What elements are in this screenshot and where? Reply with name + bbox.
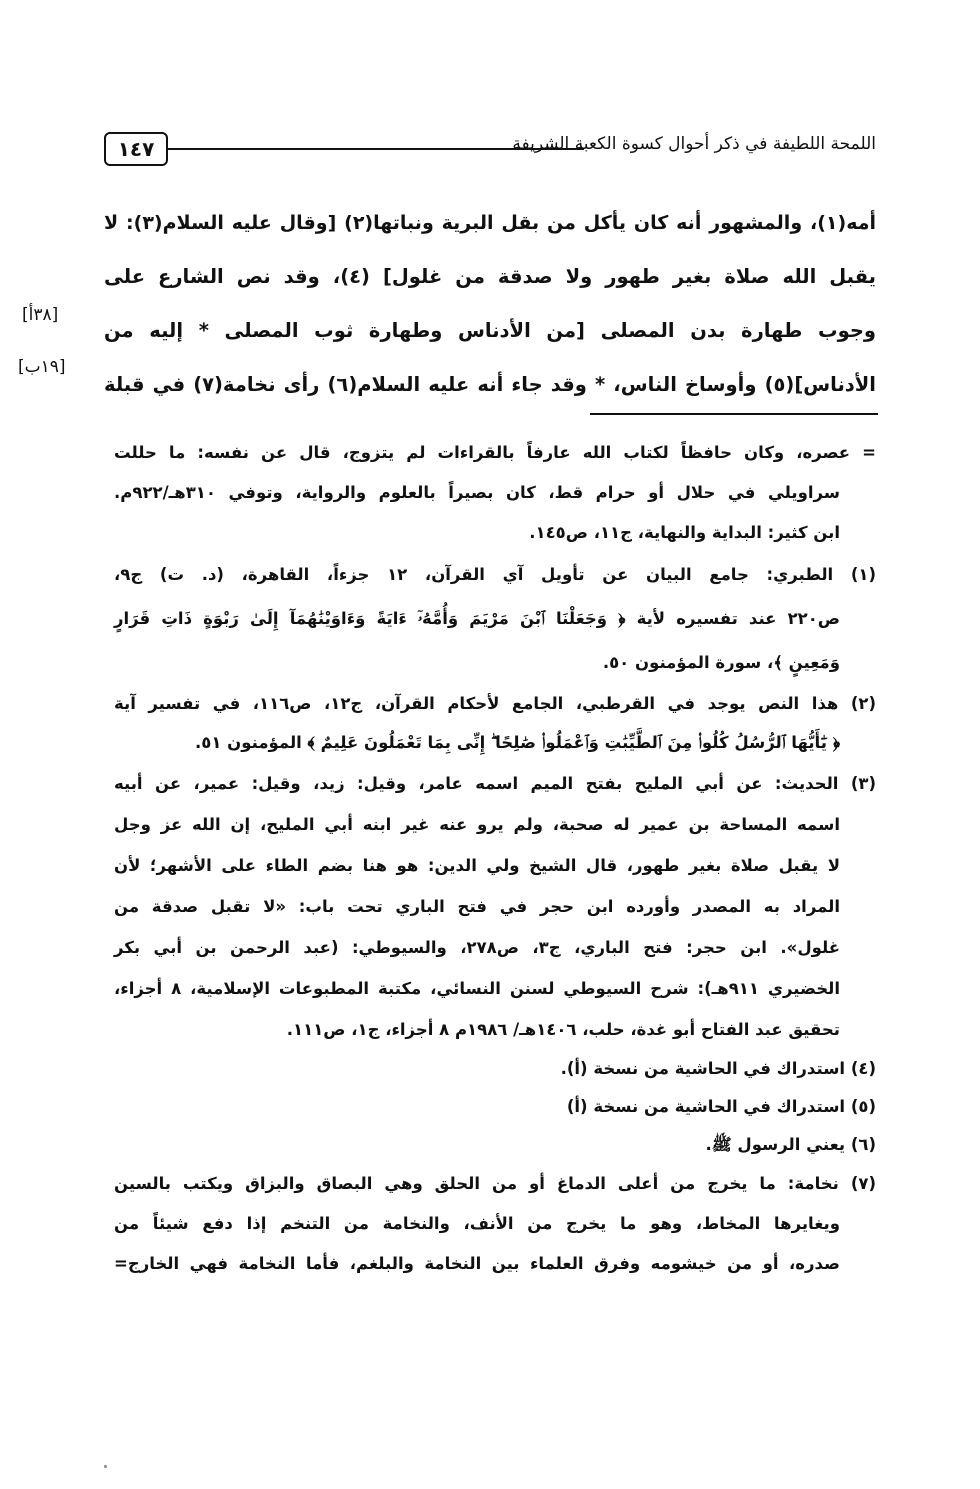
- footnote-line: (٢) هذا النص يوجد في القرطبي، الجامع لأحكام القرآن، ج١٢، ص١١٦، في تفسير آية: [114, 694, 877, 713]
- footnote-line: ص٢٢٠ عند تفسيره لأية ﴿ وَجَعَلْنَا ٱبْنَ مَرْيَمَ وَأُمَّهُۥٓ ءَايَةً وَءَاوَيْنَٰهُمَآ إِلَىٰ رَبْوَةٍ ذَاتِ قَرَارٍ: [114, 609, 840, 628]
- page-number: ١٤٧: [104, 132, 168, 166]
- footnote-line: (٧) نخامة: ما يخرج من أعلى الدماغ أو من الحلق وهي البصاق والبزاق ويكتب بالسين: [114, 1174, 876, 1193]
- footnote-line: اسمه المساحة بن عمير له صحبة، ولم يرو عنه غير ابنه أبي المليح، إن الله عز وجل: [114, 815, 840, 834]
- page-header: [104, 128, 876, 168]
- footnotes: [114, 433, 876, 1284]
- footnote-line: ﴿ يَٰٓأَيُّهَا ٱلرُّسُلُ كُلُوا۟ مِنَ ٱلطَّيِّبَٰتِ وَٱعْمَلُوا۟ صَٰلِحًا ۖ إِنِّى بِمَا تَعْمَلُونَ عَلِيمٌ ﴾ المؤمنون ٥١.: [194, 733, 840, 752]
- footnote-line: لا يقبل صلاة بغير طهور، قال الشيخ ولي الدين: هو هنا بضم الطاء على الأشهر؛ لأن: [114, 856, 840, 875]
- margin-ref-19b: [١٩ب]: [18, 357, 66, 377]
- body-line: أمه(١)، والمشهور أنه كان يأكل من بقل البرية ونباتها(٢) [وقال عليه السلام(٣): لا: [104, 212, 876, 234]
- footnote-line: سراويلي في حلال أو حرام قط، كان بصيراً بالعلوم والرواية، وتوفي ٣١٠هـ/٩٢٢م.: [114, 483, 840, 502]
- footnote-line: ويغايرها المخاط، وهو ما يخرج من الأنف، والنخامة من التنخم إذا دفع شيئاً من: [114, 1214, 840, 1233]
- footnote-line: (٥) استدراك في الحاشية من نسخة (أ): [566, 1097, 876, 1116]
- footnote-separator: [590, 413, 878, 415]
- footnote-line: = عصره، وكان حافظاً لكتاب الله عارفاً بالقراءات لم يتزوج، قال عن نفسه: ما حللت: [114, 443, 876, 462]
- footnote-line: المراد به المصدر وأورده ابن حجر في فتح الباري تحت باب: «لا تقبل صدقة من: [114, 897, 840, 916]
- footnote-line: (١) الطبري: جامع البيان عن تأويل آي القرآن، ١٢ جزءاً، القاهرة، (د. ت) ج٩،: [114, 565, 876, 584]
- footnote-line: صدره، أو من خيشومه وفرق العلماء بين النخامة والبلغم، فأما النخامة فهي الخارج=: [114, 1254, 840, 1273]
- footnote-line: وَمَعِينٍ ﴾، سورة المؤمنون ٥٠.: [602, 653, 840, 672]
- footnote-line: تحقيق عبد الفتاح أبو غدة، حلب، ١٤٠٦هـ/ ١٩٨٦م ٨ أجزاء، ج١، ص١١١.: [286, 1020, 840, 1039]
- footnote-line: غلول». ابن حجر: فتح الباري، ج٣، ص٢٧٨، والسيوطي: (عبد الرحمن بن أبي بكر: [114, 938, 841, 957]
- footnote-line: (٣) الحديث: عن أبي المليح بفتح الميم اسمه عامر، وقيل: زيد، وقيل: عمير، عن أبيه: [114, 774, 876, 793]
- body-line: الأدناس](٥) وأوساخ الناس، * وقد جاء أنه عليه السلام(٦) رأى نخامة(٧) في قبلة: [104, 373, 876, 396]
- main-text: [104, 196, 876, 412]
- footnote-line: الخضيري ٩١١هـ): شرح السيوطي لسنن النسائي، مكتبة المطبوعات الإسلامية، ٨ أجزاء،: [114, 979, 840, 998]
- footnote-line: (٦) يعني الرسول ﷺ.: [705, 1135, 876, 1154]
- scan-speck: [104, 1465, 107, 1468]
- footnote-line: ابن كثير: البداية والنهاية، ج١١، ص١٤٥.: [529, 523, 840, 542]
- margin-ref-38a: [٣٨أ]: [22, 305, 59, 325]
- footnote-line: (٤) استدراك في الحاشية من نسخة (أ).: [560, 1059, 876, 1078]
- body-line: وجوب طهارة بدن المصلى [من الأدناس وطهارة ثوب المصلى * إليه من: [104, 319, 876, 342]
- running-title: اللمحة اللطيفة في ذكر أحوال كسوة الكعبة الشريفة: [512, 134, 876, 154]
- body-line: يقبل الله صلاة بغير طهور ولا صدقة من غلول] (٤)، وقد نص الشارع على: [104, 265, 877, 288]
